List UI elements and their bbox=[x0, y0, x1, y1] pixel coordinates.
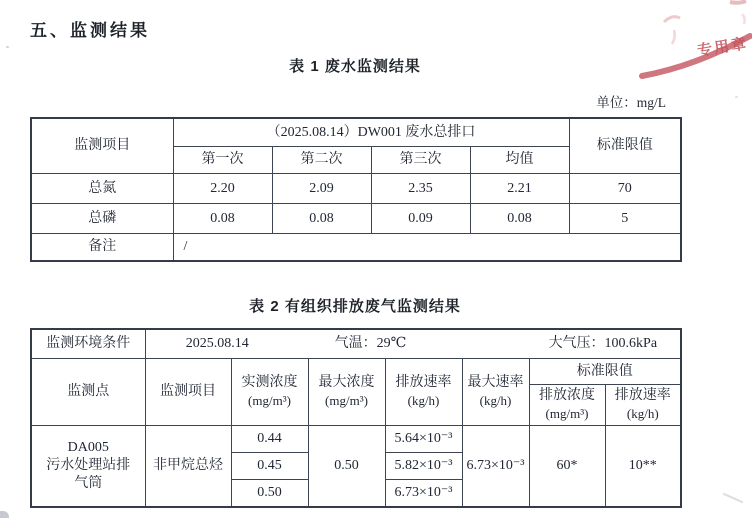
stamp-text: 专用章 bbox=[696, 36, 750, 60]
t1-row1-r1: 2.20 bbox=[173, 174, 272, 204]
t1-row1-avg: 2.21 bbox=[470, 174, 569, 204]
table2-caption: 表 2 有组织排放废气监测结果 bbox=[249, 298, 461, 315]
exhaust-gas-table bbox=[30, 328, 682, 508]
table-row bbox=[31, 204, 681, 234]
t2-header-max-conc-label: 最大浓度 bbox=[318, 375, 375, 390]
t2-point-line1: DA005 bbox=[67, 440, 109, 455]
t1-row2-r2: 0.08 bbox=[272, 204, 371, 234]
t2-rate-3: 6.73×10⁻³ bbox=[385, 480, 462, 508]
table1-caption: 表 1 废水监测结果 bbox=[289, 58, 421, 75]
t2-header-limit-rate-label: 排放速率 bbox=[614, 388, 671, 403]
scan-mark bbox=[723, 493, 744, 504]
t1-row2-item: 总磷 bbox=[31, 204, 173, 234]
t2-max-conc: 0.50 bbox=[308, 426, 385, 508]
t2-rate-1: 5.64×10⁻³ bbox=[385, 426, 462, 453]
t2-env-pressure: 大气压：100.6kPa bbox=[548, 336, 658, 351]
t1-row2-r1: 0.08 bbox=[173, 204, 272, 234]
t1-header-run2: 第二次 bbox=[272, 147, 371, 174]
t1-remark-label: 备注 bbox=[31, 234, 173, 262]
section-title: 五、监测结果 bbox=[30, 21, 150, 40]
t2-header-limit-group: 标准限值 bbox=[529, 359, 681, 385]
t1-remark-value: / bbox=[173, 234, 681, 262]
t1-row2-avg: 0.08 bbox=[470, 204, 569, 234]
t1-row1-r2: 2.09 bbox=[272, 174, 371, 204]
t2-header-measured bbox=[231, 359, 308, 426]
unit-note bbox=[30, 91, 680, 111]
t2-header-measured-unit: (mg/m³) bbox=[248, 393, 291, 408]
t2-header-limit-rate bbox=[605, 385, 681, 426]
t2-measured-3: 0.50 bbox=[231, 480, 308, 508]
wastewater-table bbox=[30, 117, 682, 262]
t1-header-item: 监测项目 bbox=[31, 118, 173, 174]
table-row bbox=[31, 426, 681, 453]
t1-row2-limit: 5 bbox=[569, 204, 681, 234]
t2-rate-2: 5.82×10⁻³ bbox=[385, 453, 462, 480]
t2-measured-1: 0.44 bbox=[231, 426, 308, 453]
t2-measured-2: 0.45 bbox=[231, 453, 308, 480]
scan-corner-shadow bbox=[0, 511, 9, 518]
table-row bbox=[31, 234, 681, 262]
table-row bbox=[31, 174, 681, 204]
t2-header-measured-label: 实测浓度 bbox=[241, 375, 298, 390]
t2-limit-rate: 10** bbox=[605, 426, 681, 508]
t2-point bbox=[31, 426, 145, 508]
scan-speck bbox=[6, 46, 9, 48]
t2-item: 非甲烷总烃 bbox=[145, 426, 231, 508]
t1-row1-r3: 2.35 bbox=[371, 174, 470, 204]
t2-header-rate-unit: (kg/h) bbox=[407, 393, 440, 408]
t2-point-line3: 气筒 bbox=[74, 476, 103, 491]
t2-header-max-conc-unit: (mg/m³) bbox=[325, 393, 368, 408]
t2-header-max-conc bbox=[308, 359, 385, 426]
t2-env-label: 监测环境条件 bbox=[31, 329, 145, 359]
t2-header-point: 监测点 bbox=[31, 359, 145, 426]
t2-max-rate: 6.73×10⁻³ bbox=[462, 426, 529, 508]
t2-header-limit-conc bbox=[529, 385, 605, 426]
t1-row1-item: 总氮 bbox=[31, 174, 173, 204]
t2-header-max-rate-unit: (kg/h) bbox=[479, 393, 512, 408]
t2-header-item: 监测项目 bbox=[145, 359, 231, 426]
unit-note-text: 单位：mg/L bbox=[596, 95, 666, 110]
t2-header-limit-rate-unit: (kg/h) bbox=[626, 406, 659, 421]
t2-header-max-rate bbox=[462, 359, 529, 426]
t1-header-run1: 第一次 bbox=[173, 147, 272, 174]
t1-row2-r3: 0.09 bbox=[371, 204, 470, 234]
t1-header-limit: 标准限值 bbox=[569, 118, 681, 174]
t2-header-limit-conc-label: 排放浓度 bbox=[539, 388, 595, 403]
t1-row1-limit: 70 bbox=[569, 174, 681, 204]
scan-speck bbox=[735, 96, 738, 98]
t1-header-run3: 第三次 bbox=[371, 147, 470, 174]
t2-env-date: 2025.08.14 bbox=[185, 336, 249, 351]
t2-header-max-rate-label: 最大速率 bbox=[467, 375, 524, 390]
t2-header-limit-conc-unit: (mg/m³) bbox=[545, 406, 589, 421]
t2-env-values bbox=[145, 329, 681, 359]
t2-env-temperature: 气温：29℃ bbox=[334, 336, 407, 351]
t2-header-rate bbox=[385, 359, 462, 426]
t2-limit-conc: 60* bbox=[529, 426, 605, 508]
t2-header-rate-label: 排放速率 bbox=[395, 375, 452, 390]
t1-header-outlet: （2025.08.14）DW001 废水总排口 bbox=[173, 118, 569, 147]
t1-header-avg: 均值 bbox=[470, 147, 569, 174]
table-row bbox=[31, 329, 681, 359]
t2-point-line2: 污水处理站排 bbox=[46, 458, 131, 473]
